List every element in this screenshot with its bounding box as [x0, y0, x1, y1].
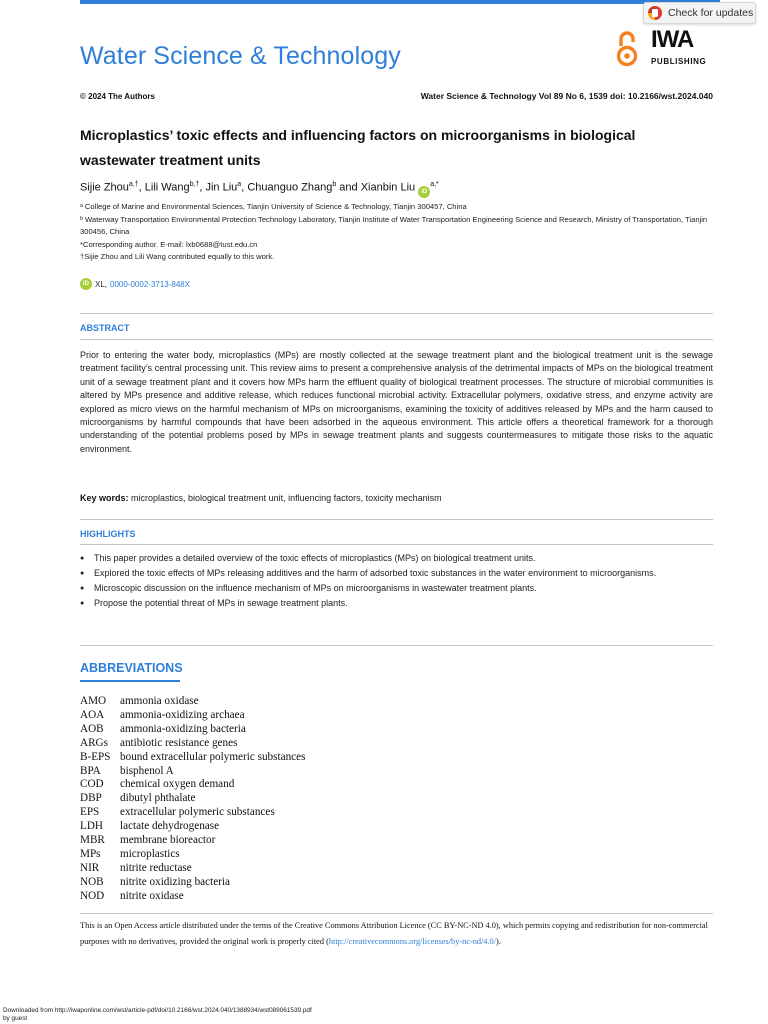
affiliations	[80, 201, 720, 264]
license-note	[80, 918, 713, 949]
abbreviation-term: B-EPS	[80, 750, 111, 763]
license-link[interactable]: http://creativecommons.org/licenses/by-nc-nd/4.0/	[328, 936, 496, 946]
abbreviation-definition: nitrite reductase	[120, 861, 192, 874]
author-affiliation-mark: b,†	[189, 181, 200, 188]
download-source[interactable]: Downloaded from http://iwaponline.com/wst/article-pdf/doi/10.2166/wst.2024.040/1388934/wst089061539.pdf	[3, 1007, 312, 1014]
abbreviation-row	[80, 876, 305, 890]
abbreviation-row	[80, 765, 305, 779]
abbreviation-definition: dibutyl phthalate	[120, 792, 196, 805]
abbreviation-definition: bound extracellular polymeric substances	[120, 750, 306, 763]
abbreviation-term: MPs	[80, 847, 101, 860]
author-affiliation-mark: a,*	[430, 181, 439, 188]
author-name[interactable]: Jin Liu	[205, 181, 238, 194]
abbreviation-definition: antibiotic resistance genes	[120, 736, 238, 749]
check-for-updates-icon	[648, 6, 662, 20]
highlight-item: ● This paper provides a detailed overview of the toxic effects of microplastics (MPs) on biological treatment units.	[80, 551, 713, 566]
download-footer	[3, 1007, 312, 1023]
abbreviation-term: EPS	[80, 806, 100, 819]
abbreviation-definition: ammonia-oxidizing archaea	[120, 708, 245, 721]
abbreviation-row	[80, 806, 305, 820]
orcid-icon[interactable]: iD	[418, 186, 430, 198]
abbreviation-term: NOB	[80, 875, 104, 888]
orcid-link[interactable]: 0000-0002-3713-848X	[110, 279, 191, 289]
keywords	[80, 493, 442, 503]
abbreviation-term: AMO	[80, 695, 107, 707]
abbreviation-term: BPA	[80, 764, 101, 777]
author-affiliation-mark: b	[332, 181, 337, 188]
abbreviation-term: DBP	[80, 792, 102, 805]
abbreviation-term: NIR	[80, 861, 100, 874]
highlights-heading: HIGHLIGHTS	[80, 529, 136, 539]
abbreviation-definition: ammonia-oxidizing bacteria	[120, 722, 246, 735]
highlight-item: ● Microscopic discussion on the influence mechanism of MPs on microorganisms in wastewater treatment plants.	[80, 581, 713, 596]
abbreviation-row	[80, 862, 305, 876]
author-name[interactable]: Chuanguo Zhang	[247, 181, 333, 194]
abbreviation-definition: nitrite oxidase	[120, 889, 184, 902]
copyright: © 2024 The Authors	[80, 92, 155, 101]
highlight-item: ● Explored the toxic effects of MPs releasing additives and the harm of adsorbed toxic substances in the water environment to microorganisms.	[80, 566, 713, 581]
highlight-item: ● Propose the potential threat of MPs in sewage treatment plants.	[80, 596, 713, 611]
abbreviation-row	[80, 723, 305, 737]
affiliation-b: ᵇ Waterway Transportation Environmental Protection Technology Laboratory, Tianjin Institute of Water Transportation Engineering Science and Research, Ministry of Transportation, Tianjin 300456, China	[80, 214, 708, 236]
abbreviation-definition: microplastics	[120, 847, 180, 860]
abbreviations-table	[80, 695, 305, 904]
author-name[interactable]: Sijie Zhou	[80, 181, 129, 194]
abbreviation-term: LDH	[80, 820, 103, 833]
divider	[80, 913, 713, 914]
abbreviation-row	[80, 820, 305, 834]
abbreviations-heading: ABBREVIATIONS	[80, 661, 183, 675]
author-conjunction: and	[339, 181, 358, 194]
check-for-updates-button[interactable]	[643, 2, 756, 24]
abbreviation-row	[80, 709, 305, 723]
author-affiliation-mark: a,†	[128, 181, 139, 188]
abbreviation-row	[80, 890, 305, 904]
abbreviation-definition: ammonia oxidase	[120, 695, 199, 707]
keywords-text: microplastics, biological treatment unit, influencing factors, toxicity mechanism	[131, 493, 442, 503]
author-affiliation-mark: a	[237, 181, 242, 188]
abbreviation-row	[80, 737, 305, 751]
open-access-icon	[616, 30, 638, 68]
keywords-label: Key words:	[80, 493, 129, 503]
abbreviations-underline	[80, 680, 180, 682]
top-accent-bar	[80, 0, 720, 4]
iwa-logo-text: IWA	[651, 26, 694, 53]
abstract-heading: ABSTRACT	[80, 323, 130, 333]
author-name[interactable]: Xianbin Liu	[360, 181, 416, 194]
affiliation-a: ᵃ College of Marine and Environmental Sciences, Tianjin University of Science & Technology, Tianjin 300457, China	[80, 202, 467, 211]
abstract-text: Prior to entering the water body, microplastics (MPs) are mostly collected at the sewage treatment plant and the biological treatment unit is the sewage treatment facility’s central processing unit. This review aims to present a comprehensive analysis of the detrimental impacts of MPs on the biological treatment unit of a sewage treatment plant and it covers how MPs harm the effluent quality of biological treatment processes. The structure of microbial communities is altered by MPs presence and additive release, which reduces functional microbial activity. Extracellular polymers, oxidative stress, and enzyme activity are explored as micro views on the harmful mechanism of MPs on microorganisms, examining the toxicity of additives released by MPs and the harm caused to microorganisms by harmful compounds that have been adsorbed in the aqueous environment. This article offers a theoretical framework for a thorough understanding of the potential problems posed by MPs in sewage treatment plants and suggests countermeasures to mitigate those risks to the aquatic environment.	[80, 350, 713, 454]
abbreviation-row	[80, 778, 305, 792]
divider	[80, 339, 713, 340]
orcid-icon: iD	[80, 278, 92, 290]
abbreviation-term: MBR	[80, 834, 105, 847]
highlights-list	[80, 551, 713, 611]
abbreviation-definition: bisphenol A	[120, 764, 174, 777]
divider	[80, 645, 713, 646]
corresponding-author: *Corresponding author. E-mail: lxb0688@tust.edu.cn	[80, 239, 258, 249]
abbreviation-term: COD	[80, 778, 104, 791]
check-for-updates-label: Check for updates	[668, 7, 754, 19]
abbreviation-row	[80, 834, 305, 848]
license-text: This is an Open Access article distributed under the terms of the Creative Commons Attribution Licence (CC BY-NC-ND 4.0), which permits copying and redistribution for non-commercial purposes with no derivatives, provided the original work is properly cited (	[80, 921, 708, 946]
abbreviation-definition: extracellular polymeric substances	[120, 806, 275, 819]
abbreviation-term: NOD	[80, 889, 105, 902]
equal-contribution-note: †Sijie Zhou and Lili Wang contributed equally to this work.	[80, 252, 275, 261]
iwa-publishing-text: PUBLISHING	[651, 57, 707, 66]
abbreviation-definition: chemical oxygen demand	[120, 778, 235, 791]
divider	[80, 313, 713, 314]
divider	[80, 519, 713, 520]
abbreviation-term: AOA	[80, 708, 105, 721]
abbreviation-definition: membrane bioreactor	[120, 834, 216, 847]
abbreviation-term: ARGs	[80, 736, 108, 749]
author-list: Sijie Zhou$^{a,\dagger}$, Lili Wang$^{b,\dagger}$, Jin Liu$^a$, Chuanguo Zhang$^b$ and Xianbin Liu $iD^{a,*}$	[80, 181, 439, 198]
license-suffix: ).	[496, 936, 501, 946]
abbreviation-definition: nitrite oxidizing bacteria	[120, 875, 230, 888]
divider	[80, 544, 713, 545]
article-title: Microplastics’ toxic effects and influencing factors on microorganisms in biological wastewater treatment units	[80, 127, 636, 168]
abbreviation-row	[80, 695, 305, 709]
journal-title: Water Science & Technology	[80, 42, 401, 70]
orcid-line	[80, 278, 190, 290]
citation-line: Water Science & Technology Vol 89 No 6, 1539 doi: 10.2166/wst.2024.040	[420, 91, 713, 101]
abbreviation-row	[80, 751, 305, 765]
abbreviation-row	[80, 848, 305, 862]
abbreviation-definition: lactate dehydrogenase	[120, 820, 220, 833]
orcid-initials: XL,	[95, 279, 108, 289]
author-name[interactable]: Lili Wang	[144, 181, 190, 194]
abbreviation-row	[80, 792, 305, 806]
download-user: by guest	[3, 1015, 28, 1022]
abbreviation-term: AOB	[80, 722, 104, 735]
